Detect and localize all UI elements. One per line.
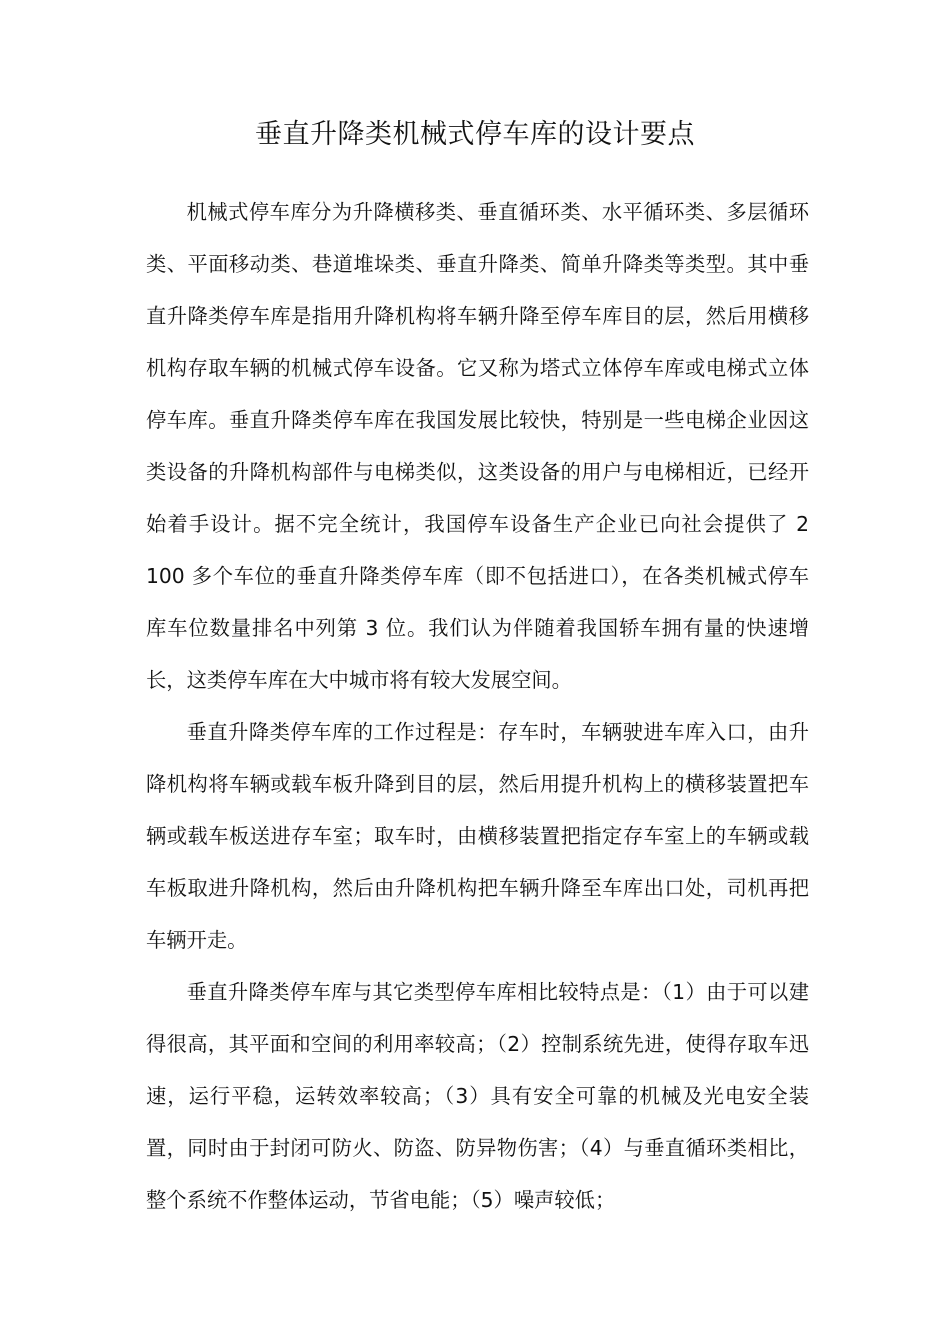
document-title: 垂直升降类机械式停车库的设计要点 bbox=[255, 119, 695, 150]
paragraph-2: 垂直升降类停车库的工作过程是：存车时，车辆驶进车库入口，由升降机构将车辆或载车板升降到目的层，然后用提升机构上的横移装置把车辆或载车板送进存车室；取车时，由横移装置把指定存车室上的车辆或载车板取进升降机构，然后由升降机构把车辆升降至车库出口处，司机再把车辆开走。 bbox=[146, 720, 809, 952]
document-body bbox=[146, 186, 809, 1226]
paragraph-3: 垂直升降类停车库与其它类型停车库相比较特点是：（1）由于可以建得很高，其平面和空间的利用率较高；（2）控制系统先进，使得存取车迅速，运行平稳，运转效率较高；（3）具有安全可靠的机械及光电安全装置，同时由于封闭可防火、防盗、防异物伤害；（4）与垂直循环类相比，整个系统不作整体运动，节省电能；（5）噪声较低； bbox=[146, 980, 809, 1212]
paragraph-1: 机械式停车库分为升降横移类、垂直循环类、水平循环类、多层循环类、平面移动类、巷道堆垛类、垂直升降类、简单升降类等类型。其中垂直升降类停车库是指用升降机构将车辆升降至停车库目的层，然后用横移机构存取车辆的机械式停车设备。它又称为塔式立体停车库或电梯式立体停车库。垂直升降类停车库在我国发展比较快，特别是一些电梯企业因这类设备的升降机构部件与电梯类似，这类设备的用户与电梯相近，已经开始着手设计。据不完全统计，我国停车设备生产企业已向社会提供了 2 100 多个车位的垂直升降类停车库（即不包括进口），在各类机械式停车库车位数量排名中列第 3 位。我们认为伴随着我国轿车拥有量的快速增长，这类停车库在大中城市将有较大发展空间。 bbox=[146, 200, 809, 692]
